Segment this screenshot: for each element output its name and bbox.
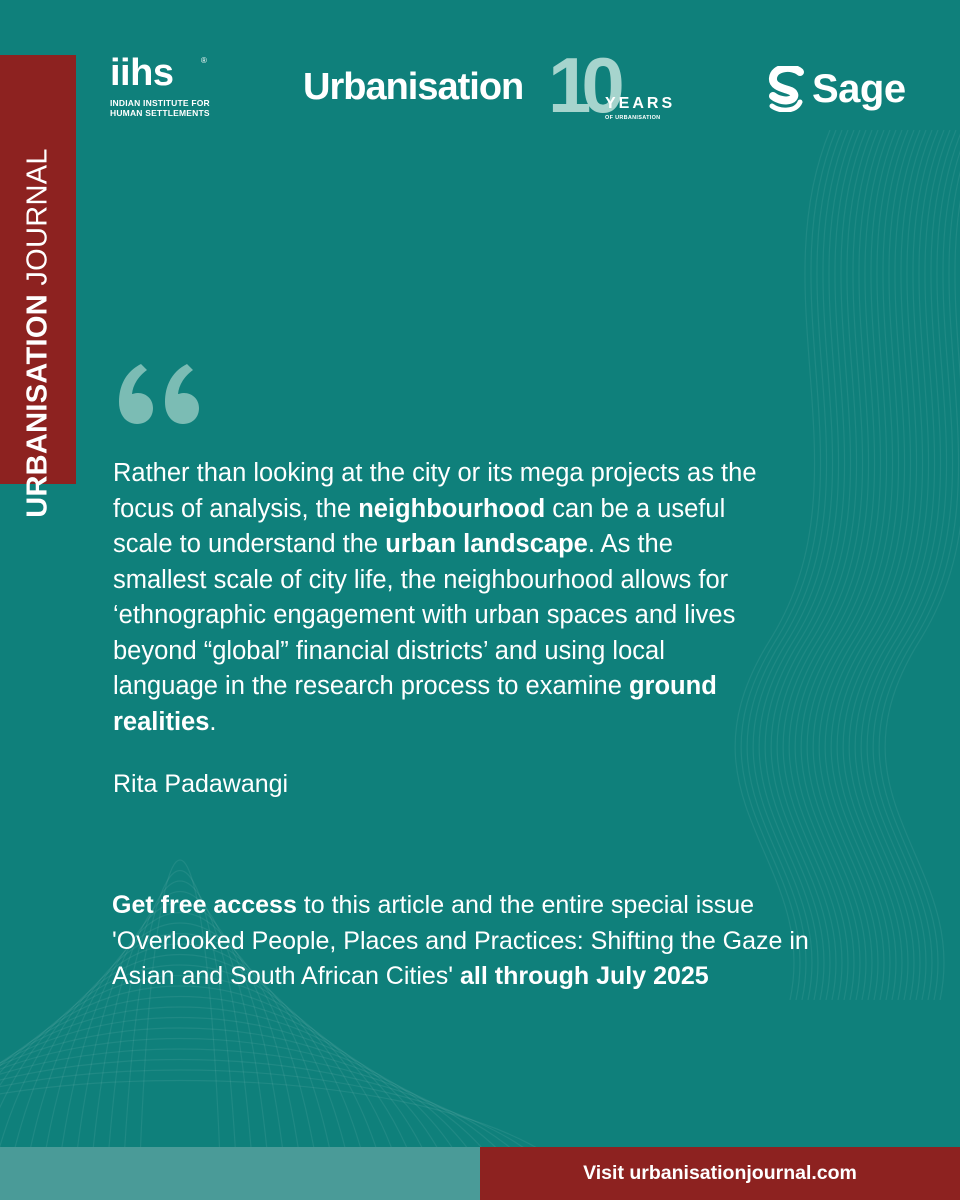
contour-line xyxy=(837,130,932,1000)
contour-line xyxy=(801,130,896,1000)
iihs-logo-subtitle xyxy=(110,98,210,118)
registered-mark: ® xyxy=(201,56,207,65)
quote-segment: . xyxy=(209,707,217,736)
journal-vertical-title xyxy=(22,148,55,518)
contour-line xyxy=(753,130,848,1000)
sage-s-icon xyxy=(768,66,804,112)
quote-text xyxy=(113,456,763,740)
quote-mark-icon xyxy=(115,360,205,430)
iihs-subtitle-line1: INDIAN INSTITUTE FOR xyxy=(110,98,210,108)
quote-segment: can be a useful scale to understand the xyxy=(113,494,726,558)
contour-line xyxy=(843,130,938,1000)
contour-line xyxy=(771,130,866,1000)
urbanisation-logo: Urbanisation xyxy=(303,66,524,108)
contour-line xyxy=(777,130,872,1000)
visit-website-link[interactable]: Visit urbanisationjournal.com xyxy=(583,1162,857,1184)
quote-emphasis: urban landscape xyxy=(385,530,588,558)
contour-line xyxy=(855,130,950,1000)
journal-title-bold: URBANISATION xyxy=(21,294,54,518)
free-access-announcement xyxy=(112,888,872,995)
iihs-logo-word: iihs xyxy=(110,52,174,94)
ten-years-word: YEARS xyxy=(605,95,676,112)
footer-red-band xyxy=(480,1147,960,1200)
quote-emphasis: ground realities xyxy=(113,672,717,736)
sage-logo-word: Sage xyxy=(812,67,906,111)
contour-line xyxy=(813,130,908,1000)
contour-line xyxy=(819,130,914,1000)
ten-years-subtitle: OF URBANISATION xyxy=(605,115,661,121)
quote-author: Rita Padawangi xyxy=(113,770,289,798)
journal-side-band xyxy=(0,55,76,518)
quote-segment: . As the smallest scale of city life, the neighbourhood allows for ‘ethnographic engagement with urban spaces and lives beyond “global” financial districts’ and using local language in the research process to examine xyxy=(113,530,736,700)
quote-emphasis: neighbourhood xyxy=(358,494,546,523)
quote-segment: Rather than looking at the city or its mega projects as the focus of analysis, the xyxy=(113,459,757,523)
cta-segment: to this article and the entire special issue 'Overlooked People, Places and Practices: Shifting the Gaze in Asian and South African Cities' xyxy=(112,891,809,990)
iihs-subtitle-line2: HUMAN SETTLEMENTS xyxy=(110,108,210,118)
ten-years-numeral: 10 xyxy=(548,41,615,129)
ten-years-badge xyxy=(548,41,678,129)
contour-line xyxy=(825,130,920,1000)
footer-teal-band xyxy=(0,1147,480,1200)
iihs-logo xyxy=(110,54,210,118)
contour-line xyxy=(783,130,878,1000)
contour-line xyxy=(789,130,884,1000)
cta-emphasis: all through July 2025 xyxy=(460,962,709,990)
contour-line xyxy=(807,130,902,1000)
contour-line xyxy=(795,130,890,1000)
contour-line xyxy=(831,130,926,1000)
contour-line xyxy=(861,130,956,1000)
contour-line xyxy=(0,986,412,1160)
contour-line xyxy=(759,130,854,1000)
contour-line xyxy=(765,130,860,1000)
journal-title-light: JOURNAL xyxy=(21,148,54,295)
contour-line xyxy=(849,130,944,1000)
cta-emphasis: Get free access xyxy=(112,891,297,919)
